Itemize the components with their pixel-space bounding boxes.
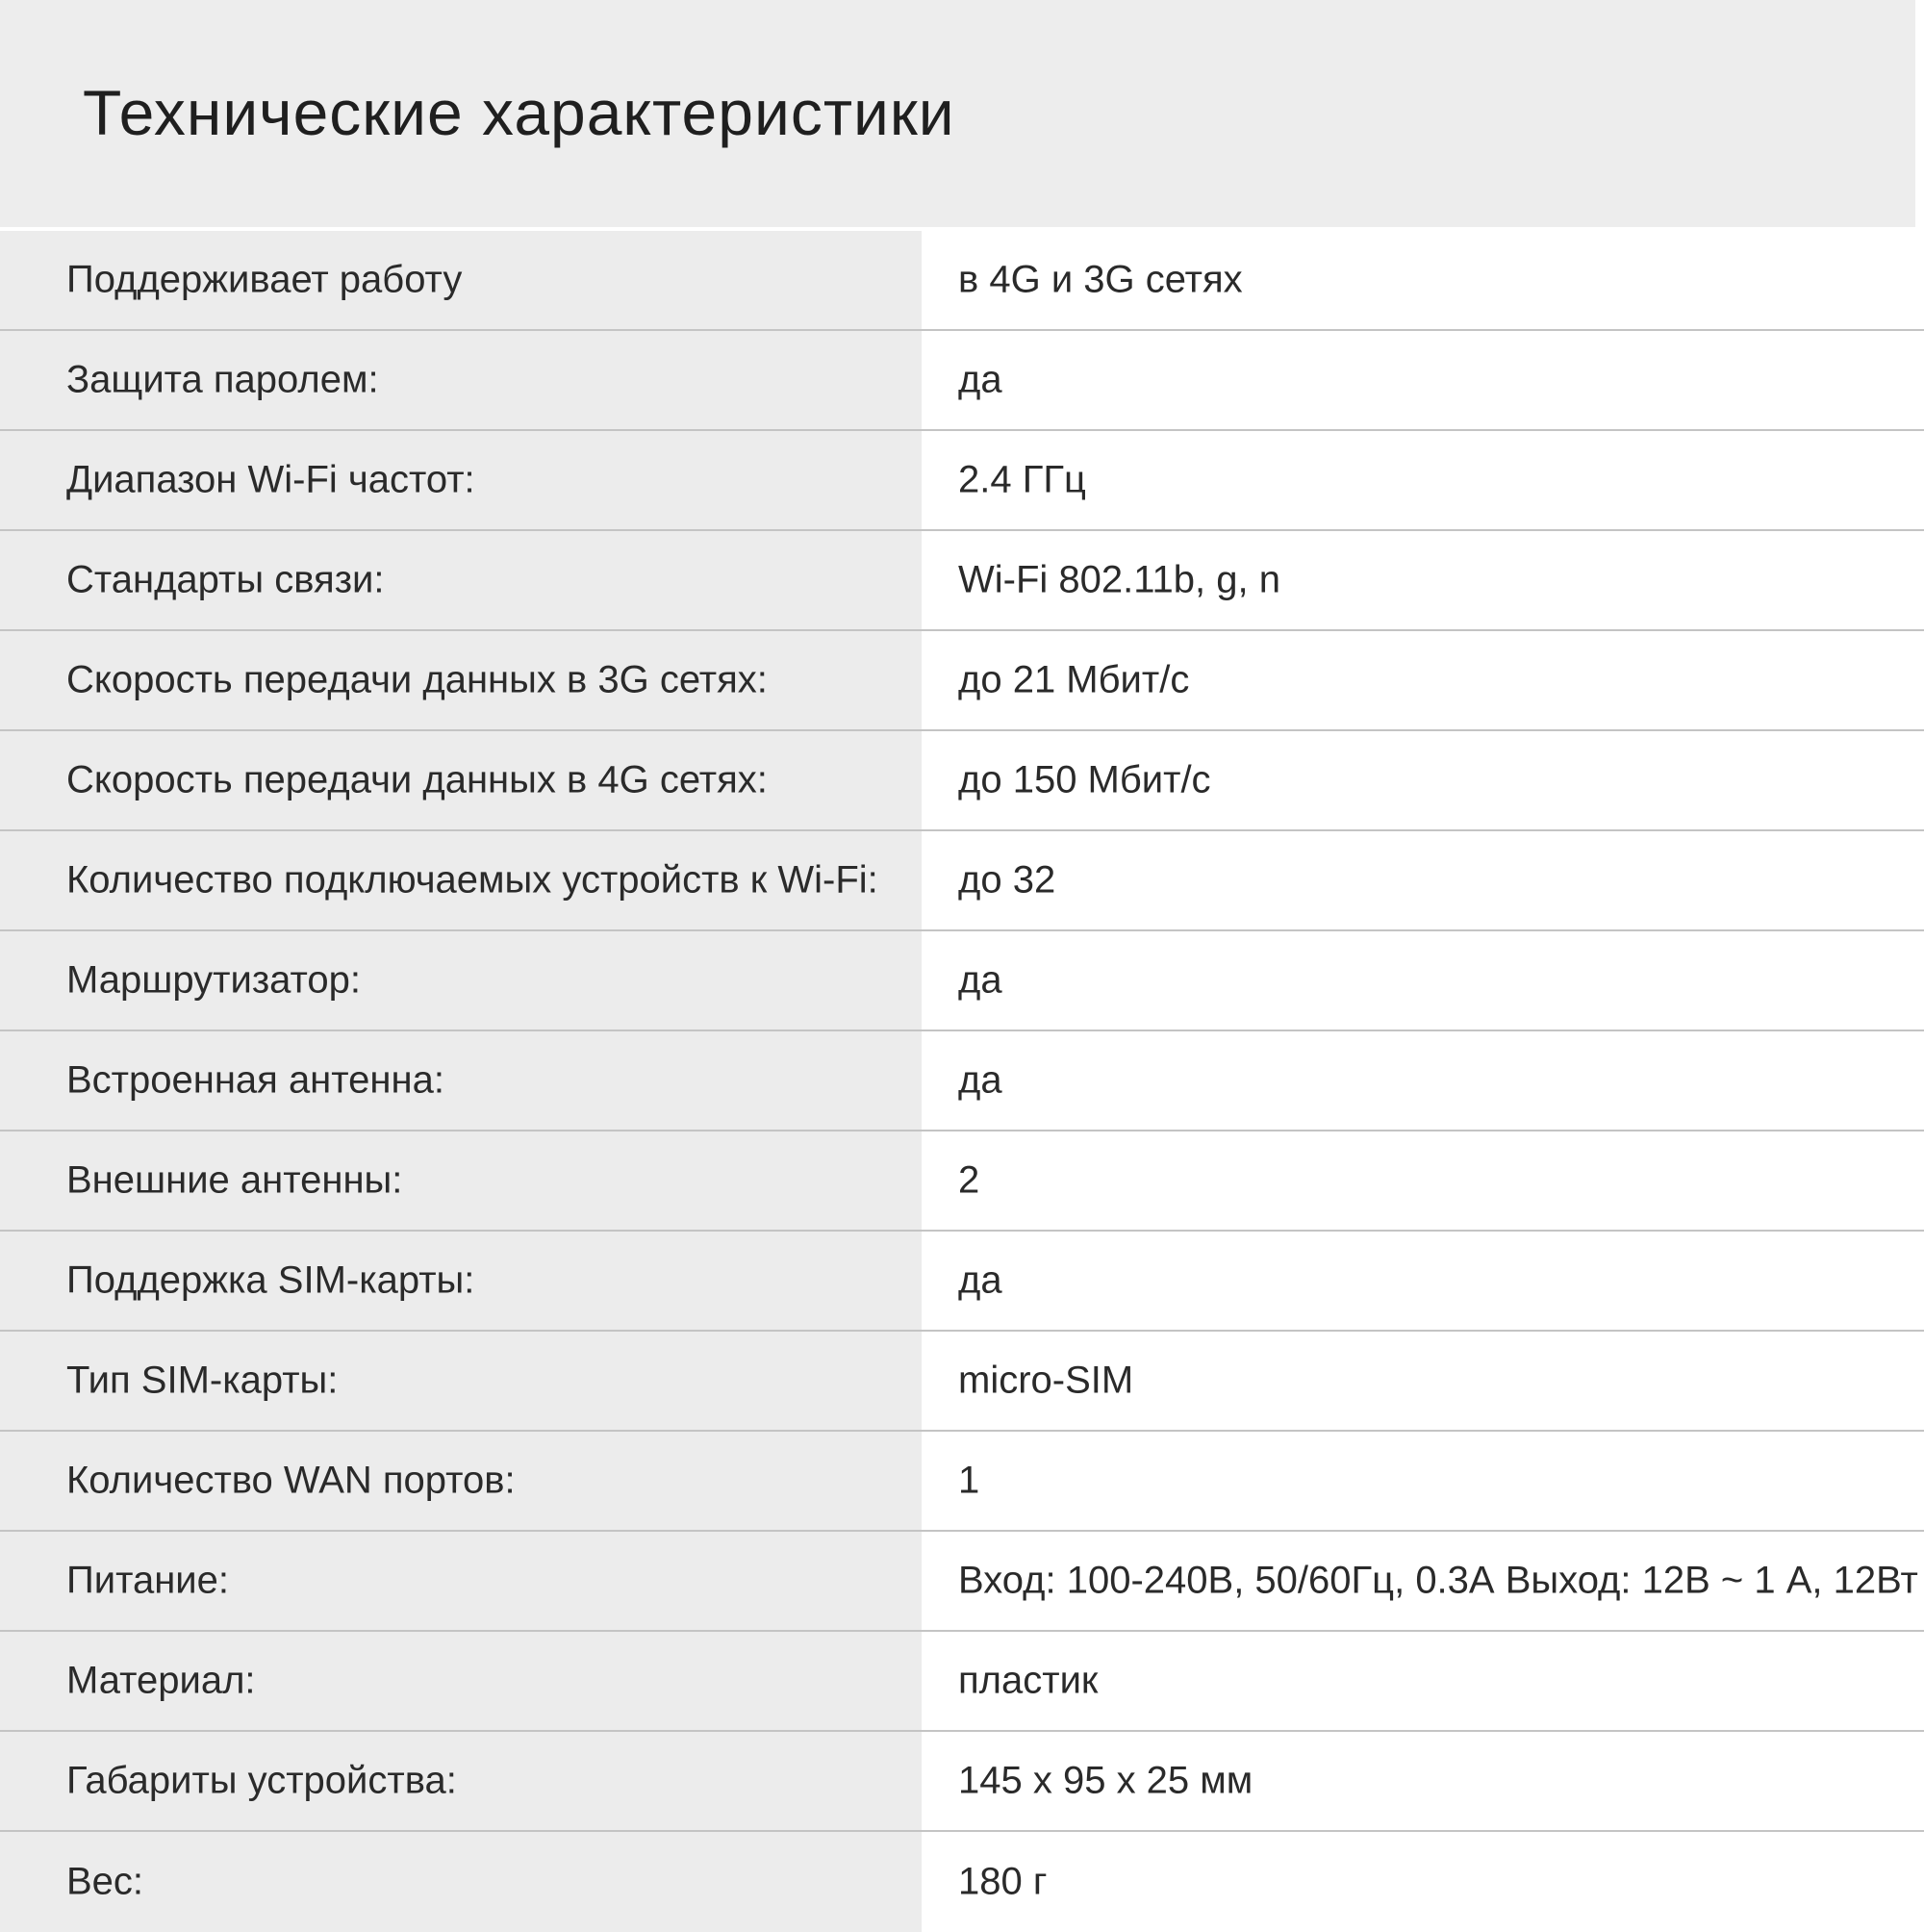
spec-label-cell [0, 1532, 922, 1630]
spec-row [0, 1832, 1924, 1932]
spec-label-cell [0, 1031, 922, 1130]
spec-row [0, 631, 1924, 731]
page-header [0, 0, 1915, 227]
spec-label: Поддержка SIM-карты: [66, 1258, 475, 1302]
spec-label: Количество WAN портов: [66, 1459, 516, 1502]
spec-row [0, 1732, 1924, 1832]
spec-value: micro-SIM [958, 1359, 1134, 1402]
spec-label: Защита паролем: [66, 358, 379, 401]
spec-row [0, 1532, 1924, 1632]
spec-label-cell [0, 631, 922, 729]
spec-label: Тип SIM-карты: [66, 1359, 339, 1402]
spec-row [0, 1332, 1924, 1432]
spec-value: да [958, 958, 1002, 1002]
spec-row [0, 231, 1924, 331]
spec-row [0, 1031, 1924, 1131]
spec-label-cell [0, 1432, 922, 1530]
spec-label: Внешние антенны: [66, 1158, 403, 1202]
spec-value: да [958, 1058, 1002, 1102]
spec-value: да [958, 1258, 1002, 1302]
spec-label-cell [0, 1832, 922, 1932]
spec-label-cell [0, 1131, 922, 1230]
spec-row [0, 931, 1924, 1031]
spec-label-cell [0, 831, 922, 929]
spec-row [0, 431, 1924, 531]
spec-value: Wi-Fi 802.11b, g, n [958, 558, 1280, 601]
page-title: Технические характеристики [83, 77, 955, 148]
spec-label-cell [0, 231, 922, 329]
spec-value: 145 x 95 x 25 мм [958, 1759, 1253, 1802]
spec-label: Скорость передачи данных в 4G сетях: [66, 758, 768, 801]
spec-label: Стандарты связи: [66, 558, 385, 601]
spec-value: 2.4 ГГц [958, 458, 1086, 501]
spec-label: Маршрутизатор: [66, 958, 361, 1002]
spec-value: до 32 [958, 858, 1056, 902]
spec-label: Поддерживает работу [66, 258, 463, 301]
spec-row [0, 1432, 1924, 1532]
spec-row [0, 1632, 1924, 1732]
spec-label-cell [0, 1232, 922, 1330]
spec-label: Материал: [66, 1659, 256, 1702]
spec-row [0, 1232, 1924, 1332]
spec-label: Питание: [66, 1559, 230, 1602]
spec-row [0, 731, 1924, 831]
spec-label-cell [0, 1632, 922, 1730]
spec-label: Габариты устройства: [66, 1759, 457, 1802]
spec-label: Диапазон Wi-Fi частот: [66, 458, 475, 501]
spec-value: в 4G и 3G сетях [958, 258, 1243, 301]
spec-row [0, 1131, 1924, 1232]
spec-label-cell [0, 931, 922, 1030]
spec-label-cell [0, 531, 922, 629]
spec-label: Скорость передачи данных в 3G сетях: [66, 658, 768, 701]
spec-value: 1 [958, 1459, 980, 1502]
spec-label: Количество подключаемых устройств к Wi-Fi: [66, 858, 878, 902]
spec-label-cell [0, 1332, 922, 1430]
spec-label: Вес: [66, 1860, 144, 1903]
spec-row [0, 531, 1924, 631]
spec-value: Вход: 100-240В, 50/60Гц, 0.3А Выход: 12В ~ 1 А, 12Вт [958, 1559, 1918, 1602]
spec-value: до 21 Мбит/с [958, 658, 1190, 701]
spec-label-cell [0, 1732, 922, 1830]
spec-label-cell [0, 431, 922, 529]
spec-value: до 150 Мбит/с [958, 758, 1211, 801]
spec-value: 2 [958, 1158, 980, 1202]
spec-value: 180 г [958, 1860, 1048, 1903]
spec-label-cell [0, 731, 922, 829]
spec-row [0, 331, 1924, 431]
spec-label: Встроенная антенна: [66, 1058, 444, 1102]
spec-label-cell [0, 331, 922, 429]
spec-value: пластик [958, 1659, 1099, 1702]
spec-value: да [958, 358, 1002, 401]
spec-table [0, 231, 1924, 1924]
spec-row [0, 831, 1924, 931]
